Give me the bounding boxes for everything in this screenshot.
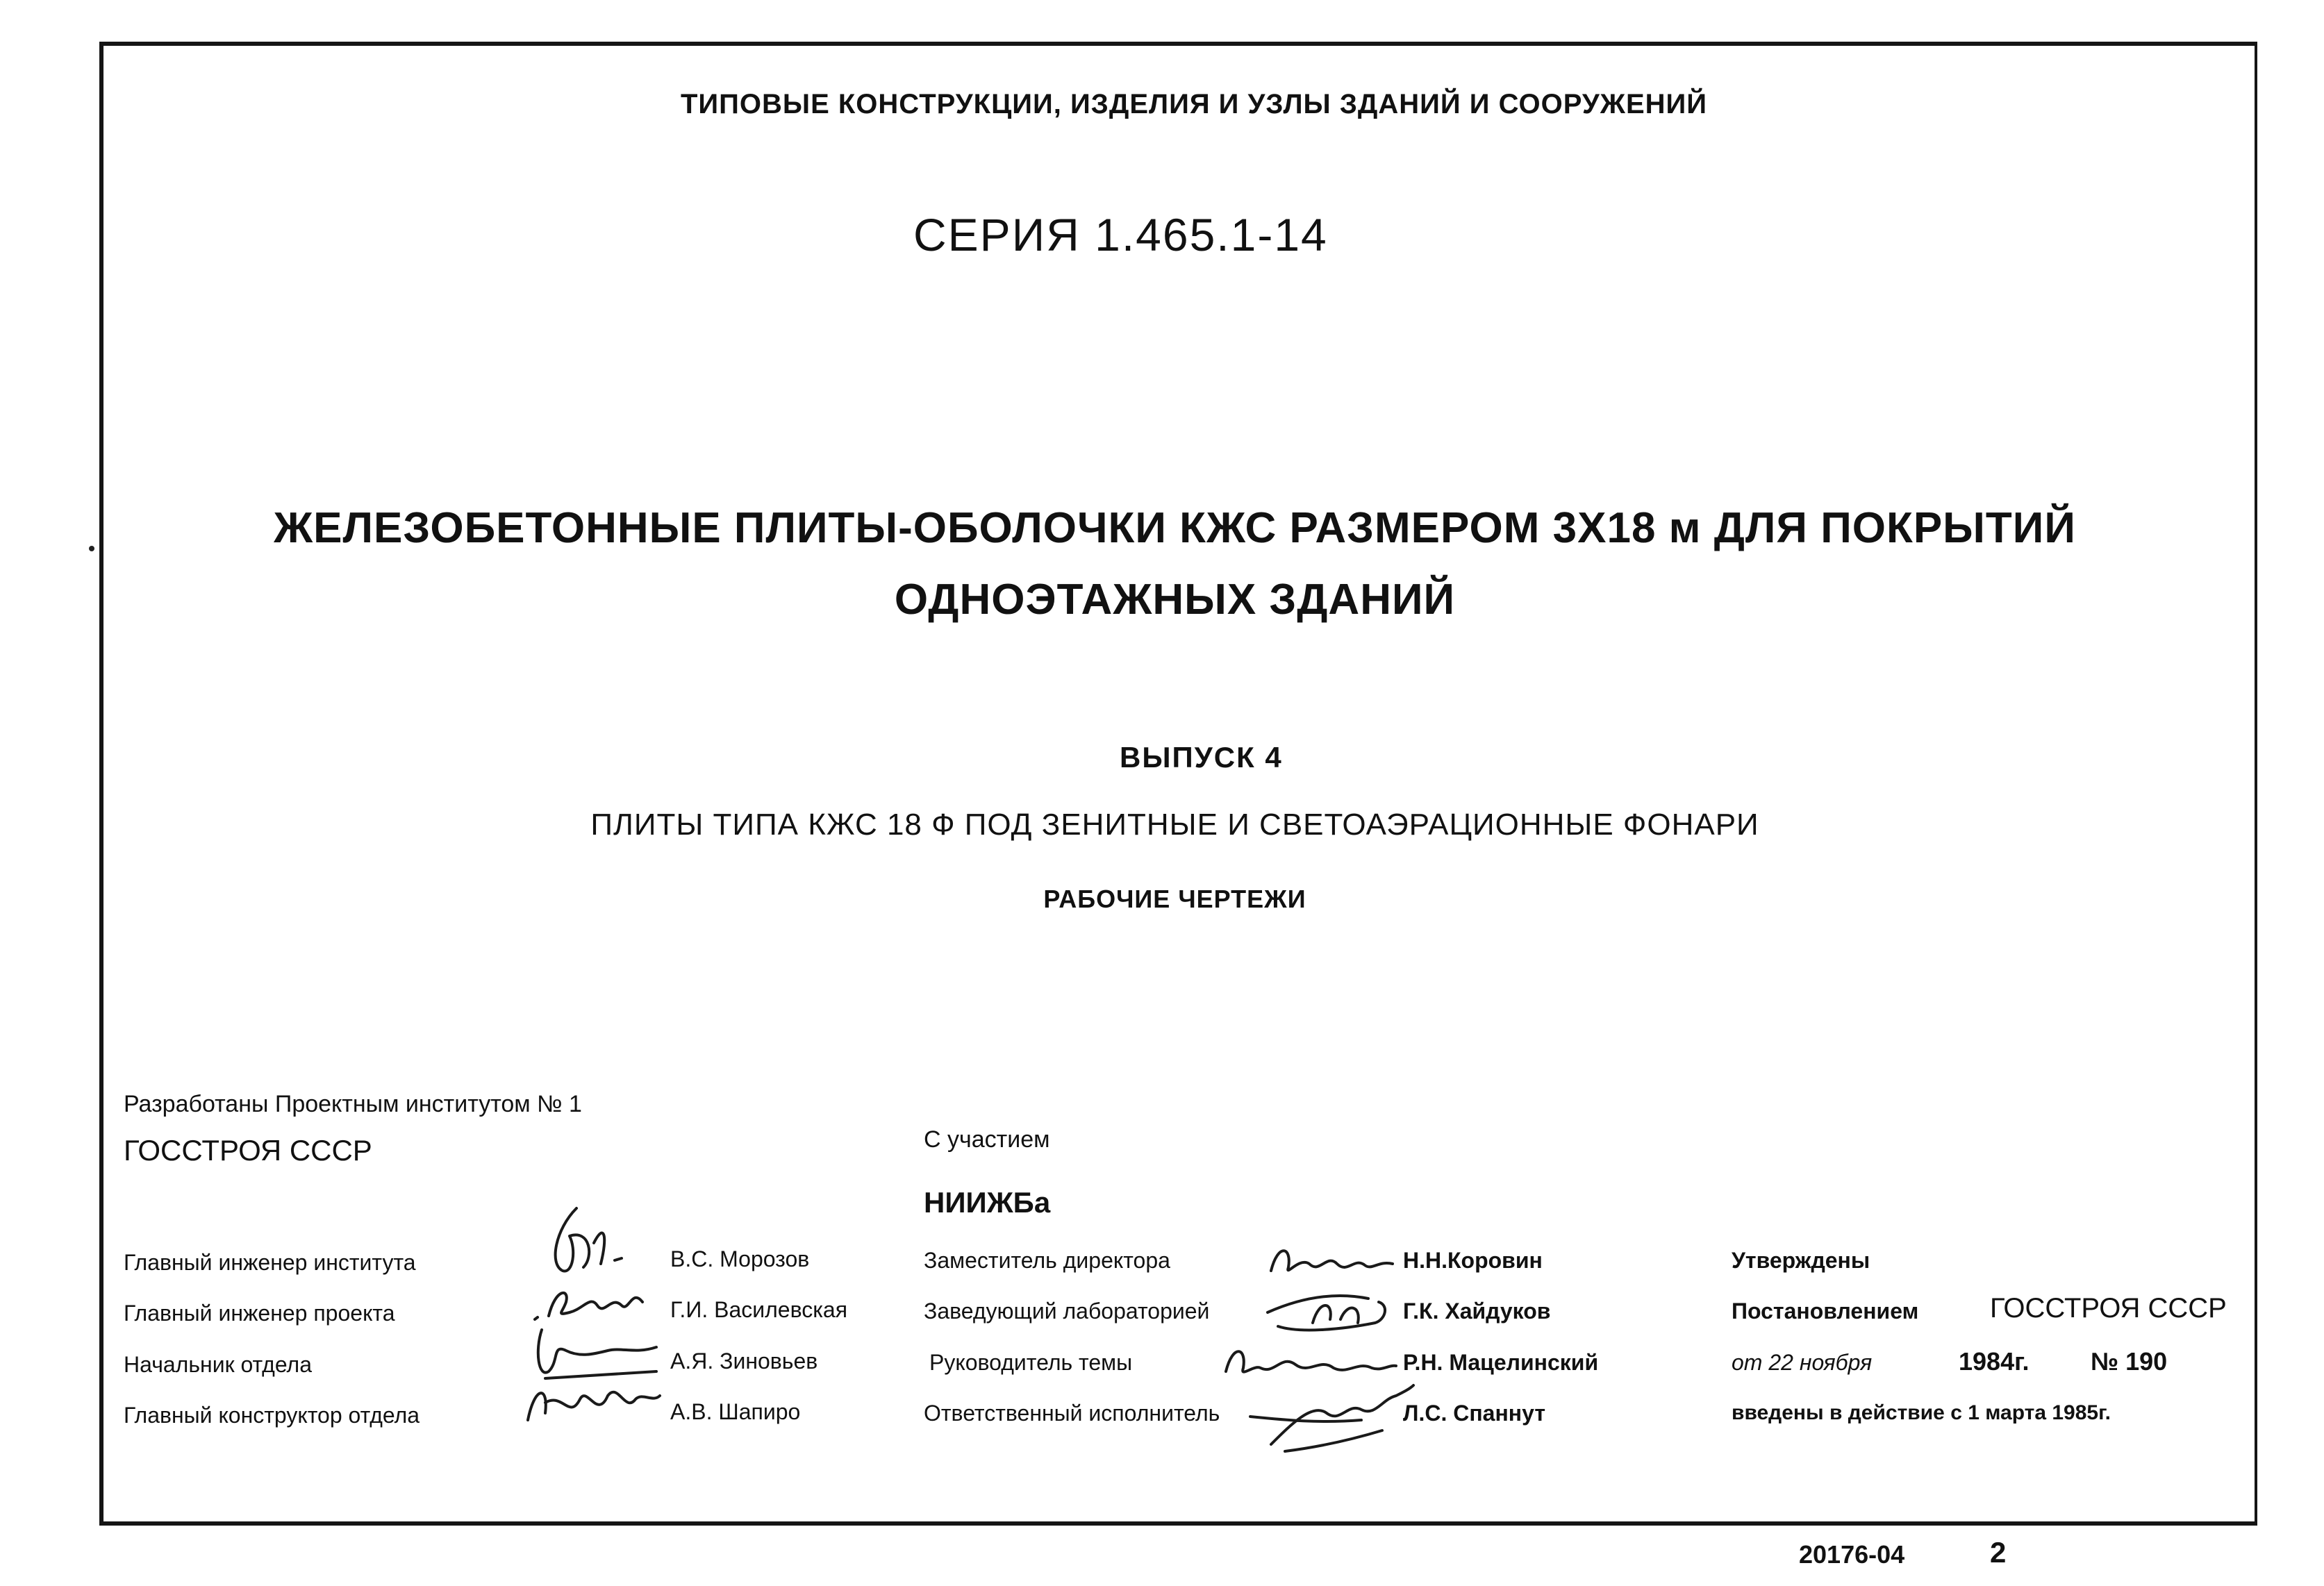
developer-line-1: Разработаны Проектным институтом № 1 <box>124 1091 582 1117</box>
developer-line-2: ГОССТРОЯ СССР <box>124 1134 372 1167</box>
signatory-role: Главный инженер института <box>124 1250 416 1275</box>
approval-organization: ГОССТРОЯ СССР <box>1990 1293 2227 1324</box>
signatory-name: В.С. Морозов <box>670 1246 810 1271</box>
issue-number: ВЫПУСК 4 <box>1120 741 1283 774</box>
approval-date: от 22 ноября <box>1732 1350 1873 1375</box>
approval-decree-label: Постановлением <box>1732 1299 1919 1324</box>
signature-matselinsky <box>1219 1337 1400 1385</box>
signature-morozov <box>528 1194 653 1285</box>
signatory-name: Р.Н. Мацелинский <box>1403 1350 1599 1375</box>
signature-shapiro <box>514 1371 667 1434</box>
document-type: РАБОЧИЕ ЧЕРТЕЖИ <box>1043 885 1306 913</box>
signatory-role: Руководитель темы <box>929 1350 1133 1375</box>
signatory-role: Ответственный исполнитель <box>924 1401 1220 1426</box>
signature-vasilevskaya <box>528 1274 667 1330</box>
approval-heading: Утверждены <box>1732 1248 1870 1273</box>
signature-korovin <box>1257 1236 1396 1285</box>
document-code: 20176-04 <box>1799 1540 1905 1569</box>
signatory-name: Н.Н.Коровин <box>1403 1248 1543 1273</box>
participation-org: НИИЖБа <box>924 1186 1051 1219</box>
approval-year: 1984г. <box>1959 1347 2030 1376</box>
page-number: 2 <box>1990 1536 2007 1569</box>
series-number: СЕРИЯ 1.465.1-14 <box>913 209 1328 260</box>
signatory-name: А.Я. Зиновьев <box>670 1349 818 1374</box>
signatory-role: Заместитель директора <box>924 1248 1170 1273</box>
signatory-name: А.В. Шапиро <box>670 1399 801 1424</box>
signature-khaydukov <box>1257 1285 1403 1340</box>
signatory-role: Начальник отдела <box>124 1352 313 1377</box>
document-title-line-2: ОДНОЭТАЖНЫХ ЗДАНИЙ <box>894 576 1456 624</box>
signatory-name: Л.С. Спаннут <box>1403 1401 1545 1426</box>
approval-effective-date: введены в действие с 1 марта 1985г. <box>1732 1401 2111 1424</box>
signature-spannut <box>1243 1382 1417 1458</box>
approval-decree-number: № 190 <box>2091 1347 2168 1376</box>
signatory-role: Заведующий лабораторией <box>924 1299 1210 1324</box>
scan-speck <box>89 546 94 551</box>
series-collection-title: ТИПОВЫЕ КОНСТРУКЦИИ, ИЗДЕЛИЯ И УЗЛЫ ЗДАНИЙ И СООРУЖЕНИЙ <box>681 89 1708 119</box>
issue-subtitle: ПЛИТЫ ТИПА КЖС 18 Ф ПОД ЗЕНИТНЫЕ И СВЕТОАЭРАЦИОННЫЕ ФОНАРИ <box>590 808 1759 842</box>
signatory-name: Г.И. Василевская <box>670 1297 848 1322</box>
document-title-line-1: ЖЕЛЕЗОБЕТОННЫЕ ПЛИТЫ-ОБОЛОЧКИ КЖС РАЗМЕРОМ 3Х18 м ДЛЯ ПОКРЫТИЙ <box>274 504 2076 552</box>
signatory-name: Г.К. Хайдуков <box>1403 1299 1551 1324</box>
signatory-role: Главный инженер проекта <box>124 1301 395 1326</box>
participation-label: С участием <box>924 1126 1050 1153</box>
signatory-role: Главный конструктор отдела <box>124 1403 420 1428</box>
